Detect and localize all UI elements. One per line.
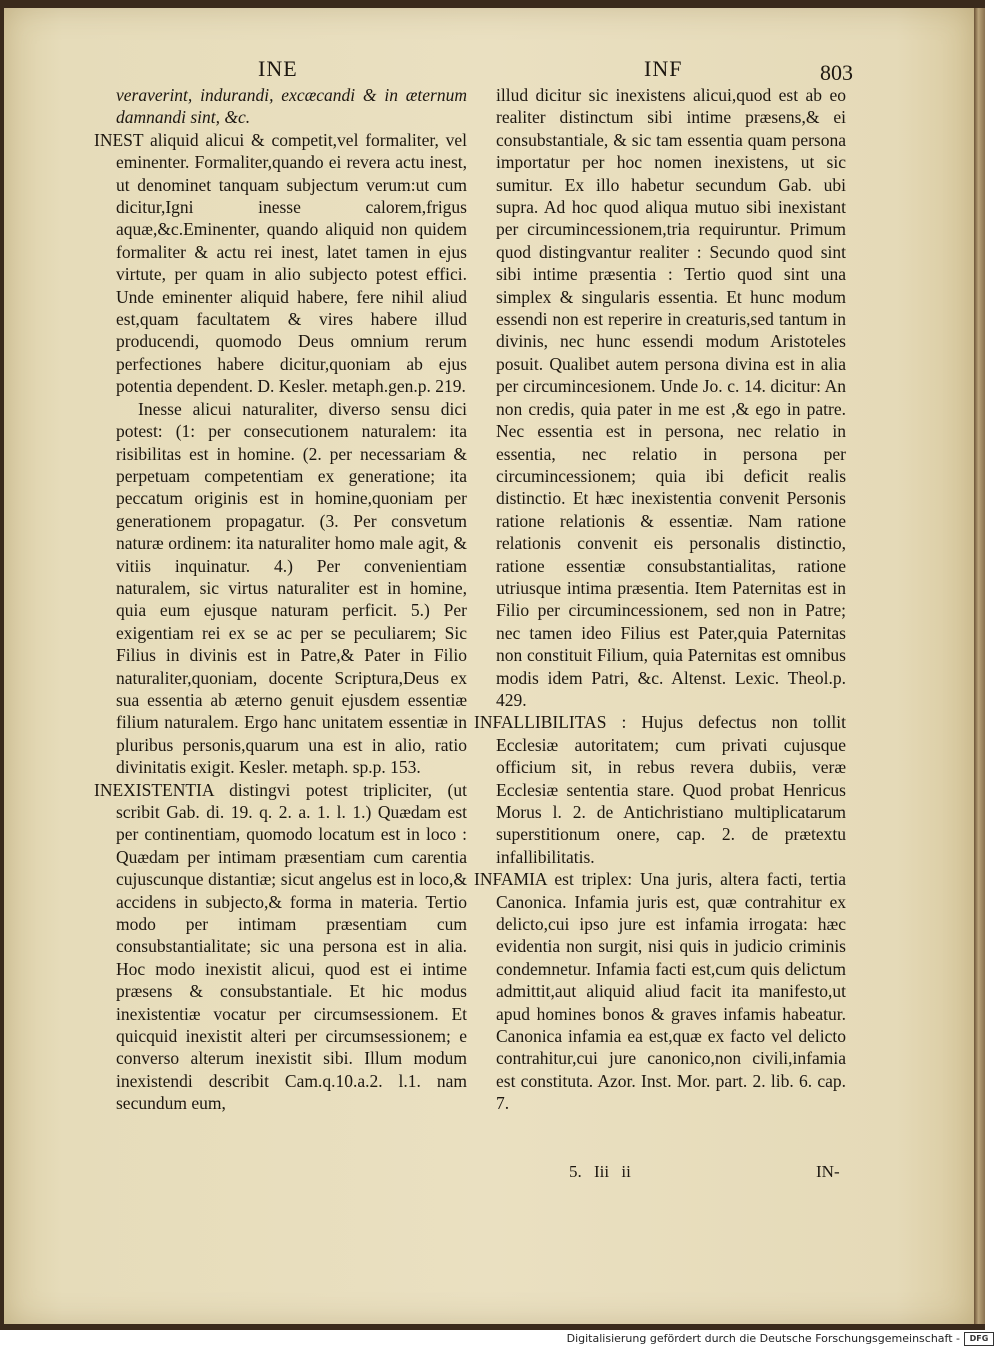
- entry-inest: INEST aliquid alicui & competit,vel formaliter, vel eminenter. Formaliter,quando ei revera actu inest, ut denominet tanquam subjectum verum:ut cum dicitur,Igni inesse calorem,frigus aquæ,&c.Eminenter, quando aliquid non quidem formaliter & actu rei inest, latet tamen in ejus virtute, per quam in alio subjecto potest effici. Unde eminenter aliquid habere, fere nihil aliud est,quam facultatem & vires habere illud producendi, quomodo Deus omnium rerum perfectiones habere dicitur,quoniam ab ejus potentia dependent. D. Kesler. metaph.gen.p. 219.: [94, 129, 467, 397]
- entry-inexistentia: INEXISTENTIA distingvi potest tripliciter, (ut scribit Gab. di. 19. q. 2. a. 1. l. 1.) Quædam est per continentiam, quomodo locatum est in loco : Quædam per intimam præsentiam cum carentia cujuscunque distantiæ; sicut angelus est in loco,& accidens in subjecto,& forma in materia. Tertio modo per intimam præsentiam cum consubstantialitate; sic una persona est in alia. Hoc modo inexistit alicui, quod est ei intime præsens & consubstantiale. Et hic modus inexistentiæ vocatur per circumsessionem. Et quicquid inexistit alteri per circumsessionem; e converso alterum inexistit sibi. Illum modum inexistendi describit Cam.q.10.a.2. l.1. nam secundum eum,: [94, 779, 467, 1114]
- footer-credit: Digitalisierung gefördert durch die Deutsche Forschungsgemeinschaft -: [566, 1332, 960, 1345]
- signature-mark: 5. Iii ii: [569, 1162, 631, 1181]
- dfg-logo: DFG: [964, 1332, 994, 1346]
- paragraph-inesse-alicui: Inesse alicui naturaliter, diverso sensu dici potest: (1: per consecutionem naturalem: ita risibilitas est in homine. (2. per necessariam & perpetuam competentiam ex generatione; ita peccatum originis est in homine,quoniam per generationem propagatur. (3. Per consvetum naturæ ordinem: ita naturaliter homo male agit, & vitiis inquinatur. 4.) Per convenientiam naturalem, sic virtus naturaliter est in homine, quia eum ejusque naturam perficit. 5.) Per exigentiam rei ex se ac per se peculiarem; Sic Filius in divinis est in Patre,& Pater in Filio naturaliter,quoniam, docente Scriptura,Deus ex sua essentia ab æterno genuit ejusdem essentiæ filium naturalem. Ergo hanc unitatem essentiæ in pluribus personis,quarum una est in alio, ratio divinitatis exigit. Kesler. metaph. sp.p. 153.: [116, 398, 467, 778]
- page-number: 803: [820, 60, 853, 85]
- paragraph-inexistens-continued: illud dicitur sic inexistens alicui,quod est ab eo realiter distinctum sibi intime præsens,& ei consubstantiale, & sic tam essentia quam persona importatur per hoc nomen inexistens, ut sic sumitur. Ex illo habetur secundum Gab. ubi supra. Ad hoc quod aliqua mutuo sibi inexistant per circumincessionem,tria requiruntur. Primum quod distingvantur realiter : Secundo quod sint sibi intime præsentia : Tertio quod sint una simplex & singularis essentia. Et hunc modum essendi non est reperire in creaturis,sed tantum in divinis, nec hunc essendi modum Aristoteles posuit. Qualibet autem persona divina est in alia per circumincesionem. Unde Jo. c. 14. dicitur: An non credis, quia pater in me est ,& ego in patre. Nec essentia est in persona, nec relatio in essentia, nec relatio in persona per circumincessionem; quia ibi deficit realis distinctio. Et hæc inexistentia convenit Personis ratione relationis & essentiæ. Nam ratione relationis convenit eis personalis distinctio, ratione essentiæ consubstantialitas, ratione utriusque intima præsentia. Item Paternitas est in Filio per circumincessionem, sed non in Patre; nec tamen ideo Filius est Pater,quia Paternitas non constituit Filium, quia Paternitas est omnibus modis idem Patri, &c. Altenst. Lexic. Theol.p. 429.: [496, 85, 846, 710]
- catchword: IN-: [816, 1162, 840, 1181]
- left-column: [94, 84, 467, 1115]
- entry-infamia: INFAMIA est triplex: Una juris, altera facti, tertia Canonica. Infamia juris est, quæ contrahitur ex delicto,cui ipso jure est infamia irrogata: hæc evidentia non surgit, nisi quis in judicio criminis condemnetur. Infamia facti est,cum quis delictum admittit,aut aliquid aliud facit ita manifesto,ut apud homines bonos & graves infamis habeatur. Canonica infamia ea est,quæ ex facto vel delicto contrahitur,cui jure canonico,non civili,infamia est constituta. Azor. Inst. Mor. part. 2. lib. 6. cap. 7.: [474, 869, 846, 1114]
- paragraph-veraverint: veraverint, indurandi, excæcandi & in æternum damnandi sint, &c.: [116, 85, 467, 128]
- book-page: [4, 8, 974, 1324]
- left-running-head: INE: [258, 56, 298, 81]
- right-column: [474, 84, 846, 1115]
- entry-infallibilitas: INFALLIBILITAS : Hujus defectus non tollit Ecclesiæ autoritatem; cum privati cujusque officium sit, in rebus revera dubiis, veræ Ecclesiæ sententia stare. Quod probat Henricus Morus l. 2. de Antichristiano multiplicatarum superstitionum onere, cap. 2. de prætextu infallibilitatis.: [474, 712, 846, 867]
- right-running-head: INF: [644, 56, 683, 81]
- page-edge: [974, 8, 985, 1324]
